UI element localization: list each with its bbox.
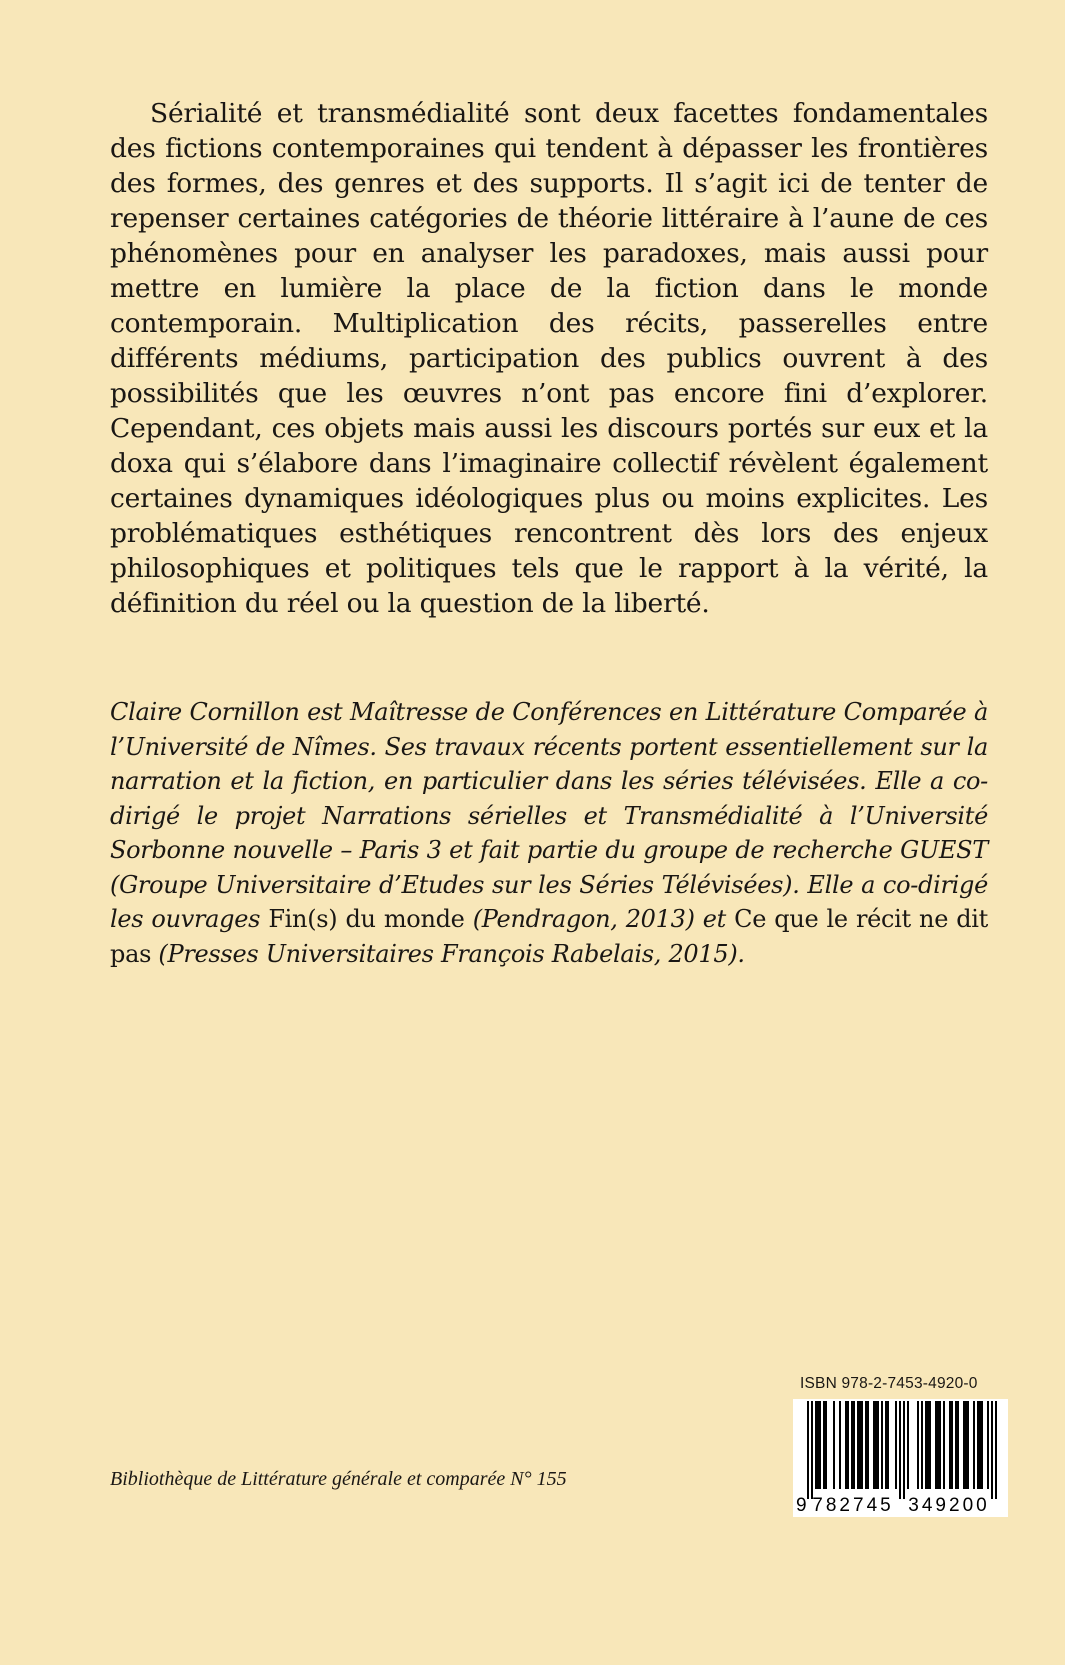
barcode-bar [859, 1401, 861, 1489]
barcode-bar [963, 1401, 965, 1489]
author-bio-text: (Presses Universitaires François Rabelais, 2015). [151, 939, 745, 968]
barcode-bar [875, 1401, 877, 1489]
barcode-bar [887, 1401, 889, 1489]
book-title-fins-du-monde: Fin(s) du monde [268, 905, 465, 933]
barcode-bar [881, 1401, 883, 1489]
barcode-bar [955, 1401, 957, 1489]
barcode-bar [939, 1401, 941, 1489]
barcode-bar [853, 1401, 855, 1489]
barcode-bar [937, 1401, 939, 1489]
barcode-bar [865, 1401, 867, 1489]
barcode-bar [943, 1401, 945, 1489]
isbn-barcode-block [793, 1375, 1008, 1517]
back-cover-summary: Sérialité et transmédialité sont deux facettes fondamentales des fictions contemporaines qui tendent à dépasser les frontières des formes, des genres et des supports. Il s’agit ici de tenter de repenser certaines catégories de théorie littéraire à l’aune de ces phénomènes pour en analyser les paradoxes, mais aussi pour mettre en lumière la place de la fiction dans le monde contemporain. Multiplication des récits, passerelles entre différents médiums, participation des publics ouvrent à des possibilités que les œuvres n’ont pas encore fini d’explorer. Cependant, ces objets mais aussi les discours portés sur eux et la doxa qui s’élabore dans l’imaginaire collectif révèlent également certaines dynamiques idéologiques plus ou moins explicites. Les problématiques esthétiques rencontrent dès lors des enjeux philosophiques et politiques tels que le rapport à la vérité, la définition du réel ou la question de la liberté. [110, 98, 988, 619]
barcode-bar [895, 1401, 897, 1489]
barcode-bar [903, 1401, 905, 1499]
book-title-ce-que-le-recit: Ce que le récit ne dit pas [110, 905, 989, 968]
barcode-bar [817, 1401, 819, 1489]
barcode-bar [857, 1401, 859, 1489]
barcode-bar [873, 1401, 875, 1489]
barcode-bar [965, 1401, 967, 1489]
barcode-graphic [793, 1399, 1008, 1517]
barcode-bar [921, 1401, 923, 1489]
barcode-bar [995, 1401, 997, 1499]
barcode-bar [981, 1401, 983, 1489]
barcode-bar [877, 1401, 879, 1489]
barcode-bar [949, 1401, 951, 1489]
barcode-bar [977, 1401, 979, 1489]
barcode-bar [861, 1401, 863, 1489]
barcode-bar [979, 1401, 981, 1489]
barcode-first-digit: 9 [796, 1495, 807, 1516]
barcode-bar [917, 1401, 919, 1489]
barcode-bar [885, 1401, 887, 1489]
barcode-bar [851, 1401, 853, 1489]
barcode-bar [867, 1401, 869, 1489]
barcode-bar [845, 1401, 847, 1489]
author-bio-text: Claire Cornillon est Maîtresse de Conférences en Littérature Comparée à l’Université de Nîmes. Ses travaux récents portent essentiellement sur la narration et la fiction, en particulier dans les séries télévisées. Elle a co-dirigé le projet Narrations sérielles et Transmédialité à l’Université Sorbonne nouvelle – Paris 3 et fait partie du groupe de recherche GUEST (Groupe Universitaire d’Etudes sur les Séries Télévisées). Elle a co-dirigé les ouvrages [110, 698, 988, 933]
author-bio [110, 695, 988, 971]
barcode-bar [807, 1401, 809, 1499]
barcode-bar [811, 1401, 813, 1499]
barcode-bar [815, 1401, 817, 1489]
collection-series-label: Bibliothèque de Littérature générale et comparée N° 155 [110, 1468, 567, 1490]
barcode-bar [991, 1401, 993, 1499]
barcode-bar [951, 1401, 953, 1489]
barcode-bar [825, 1401, 827, 1489]
barcode-bar [957, 1401, 959, 1489]
barcode-bar [973, 1401, 975, 1489]
barcode-bar [967, 1401, 969, 1489]
barcode-bar [929, 1401, 931, 1489]
author-bio-text: (Pendragon, 2013) et [464, 905, 735, 933]
barcode-left-digits: 782745 [812, 1495, 894, 1516]
barcode-bar [925, 1401, 927, 1489]
barcode-bar [987, 1401, 989, 1489]
barcode-bar [833, 1401, 835, 1489]
barcode-bar [927, 1401, 929, 1489]
barcode-bar [823, 1401, 825, 1489]
barcode-right-digits: 349200 [908, 1495, 990, 1516]
barcode-bar [839, 1401, 841, 1489]
barcode-bar [819, 1401, 821, 1489]
barcode-bar [847, 1401, 849, 1489]
isbn-label: ISBN 978-2-7453-4920-0 [800, 1375, 978, 1392]
barcode-bar [907, 1401, 909, 1489]
barcode-bar [899, 1401, 901, 1499]
barcode-bar [935, 1401, 937, 1489]
